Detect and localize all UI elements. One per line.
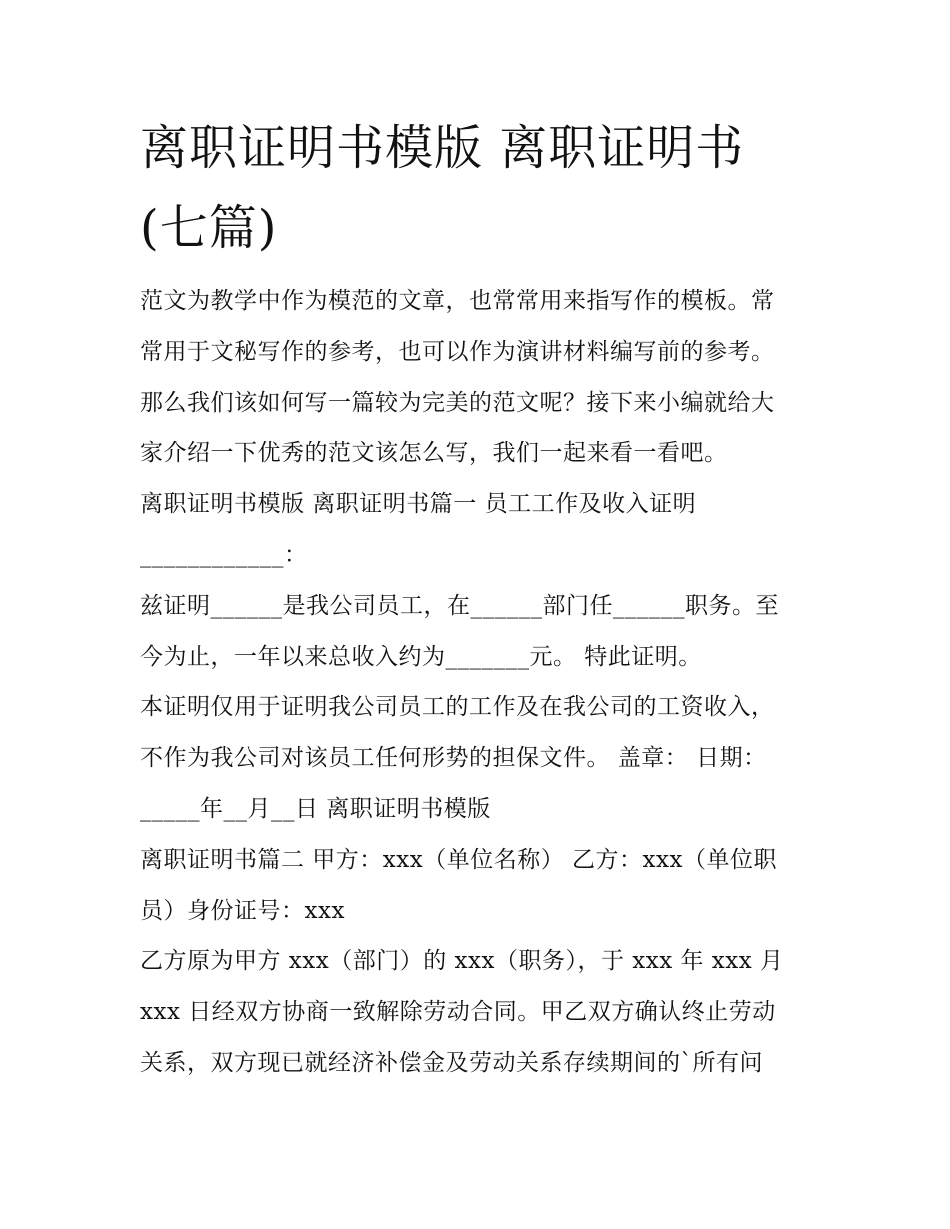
section-heading-line: 离职证明书篇二 甲方：xxx（单位名称） 乙方：xxx（单位职 [140,846,777,873]
title-line-2: (七篇) [140,200,278,256]
body-line: 关系，双方现已就经济补偿金及劳动关系存续期间的`所有问 [140,1049,763,1076]
body-line: 乙方原为甲方 xxx（部门）的 xxx（职务），于 xxx 年 xxx 月 [140,948,784,975]
document-title [140,108,820,268]
body-line: 员）身份证号：xxx [140,897,345,924]
body-line: 本证明仅用于证明我公司员工的工作及在我公司的工资收入， [140,694,775,721]
body-line: 今为止，一年以来总收入约为_______元。 特此证明。 [140,643,702,670]
body-line: 家介绍一下优秀的范文该怎么写，我们一起来看一看吧。 [140,440,728,467]
body-line: 那么我们该如何写一篇较为完美的范文呢？接下来小编就给大 [140,389,775,416]
document-body [140,276,820,1089]
body-line: 常用于文秘写作的参考，也可以作为演讲材料编写前的参考。 [140,338,775,365]
addressee-blank-line: ____________： [140,541,308,568]
title-line-1: 离职证明书模版 离职证明书 [140,120,745,176]
body-line: 不作为我公司对该员工任何形势的担保文件。 盖章： 日期： [140,745,767,772]
body-line: 兹证明______是我公司员工，在______部门任______职务。至 [140,592,779,619]
body-line: xxx 日经双方协商一致解除劳动合同。甲乙双方确认终止劳动 [140,999,776,1026]
body-line: 范文为教学中作为模范的文章，也常常用来指写作的模板。常 [140,288,775,314]
date-line: _____年__月__日 离职证明书模版 [140,795,491,822]
section-heading-line: 离职证明书模版 离职证明书篇一 员工工作及收入证明 [140,491,697,518]
